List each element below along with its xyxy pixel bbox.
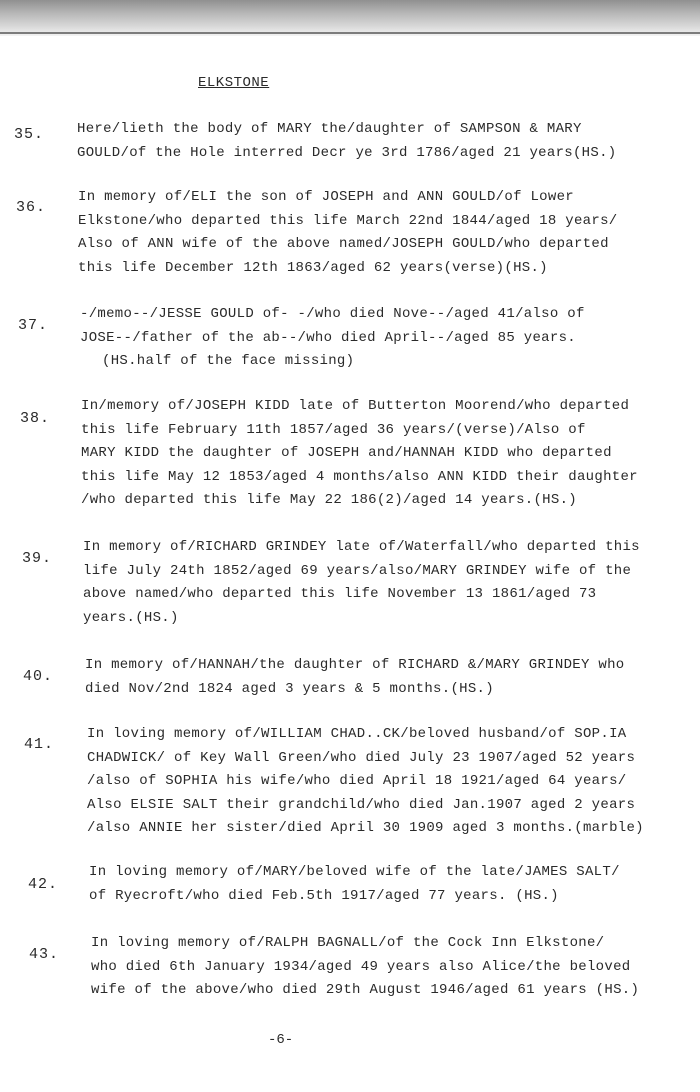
entry-text <box>81 395 638 513</box>
entry-number: 39. <box>22 550 53 567</box>
entry-text <box>85 654 624 701</box>
entry-line: this life December 12th 1863/aged 62 years(verse)(HS.) <box>78 259 548 276</box>
entry-line: Also ELSIE SALT their grandchild/who died Jan.1907 aged 2 years <box>87 796 636 813</box>
entry-number: 43. <box>29 946 60 963</box>
entry-number: 42. <box>28 876 59 893</box>
entry-line: JOSE--/father of the ab--/who died April--/aged 85 years. <box>80 329 576 346</box>
entry-line: CHADWICK/ of Key Wall Green/who died July 23 1907/aged 52 years <box>87 749 636 766</box>
entry-line: In memory of/ELI the son of JOSEPH and ANN GOULD/of Lower <box>78 189 574 205</box>
entry-line: years.(HS.) <box>83 609 179 626</box>
entry-line: In/memory of/JOSEPH KIDD late of Butterton Moorend/who departed <box>81 398 630 414</box>
entry-line: above named/who departed this life November 13 1861/aged 73 <box>83 586 597 602</box>
page-number: -6- <box>268 1032 294 1048</box>
entry-text <box>89 861 620 908</box>
entry-line: Also of ANN wife of the above named/JOSEPH GOULD/who departed <box>78 236 609 252</box>
entry-text <box>87 723 644 841</box>
entry-line: died Nov/2nd 1824 aged 3 years & 5 months.(HS.) <box>85 680 494 697</box>
entry-number: 41. <box>24 736 55 753</box>
entry-line: In loving memory of/WILLIAM CHAD..CK/beloved husband/of SOP.IA <box>87 726 627 742</box>
entry-line: In memory of/HANNAH/the daughter of RICHARD &/MARY GRINDEY who <box>85 657 625 673</box>
entry-line: Elkstone/who departed this life March 22nd 1844/aged 18 years/ <box>78 212 618 229</box>
entry-text <box>91 932 639 1003</box>
page-title: ELKSTONE <box>198 75 270 91</box>
entry-line: /also ANNIE her sister/died April 30 1909 aged 3 months.(marble) <box>87 820 644 836</box>
entry-line: Here/lieth the body of MARY the/daughter of SAMPSON & MARY <box>77 121 582 137</box>
entry-line: /also of SOPHIA his wife/who died April 18 1921/aged 64 years/ <box>87 773 627 789</box>
entry-text <box>83 536 640 630</box>
entry-number: 37. <box>18 317 49 334</box>
entry-line: this life February 11th 1857/aged 36 years/(verse)/Also of <box>81 421 586 438</box>
entry-line: -/memo--/JESSE GOULD of- -/who died Nove--/aged 41/also of <box>80 306 585 322</box>
entry-line: wife of the above/who died 29th August 1946/aged 61 years (HS.) <box>91 982 640 998</box>
entry-text <box>77 118 616 165</box>
entry-number: 36. <box>16 199 47 216</box>
scan-top-edge <box>0 0 700 36</box>
entry-line: who died 6th January 1934/aged 49 years also Alice/the beloved <box>91 958 631 975</box>
entry-number: 35. <box>14 126 45 143</box>
entry-line: In loving memory of/RALPH BAGNALL/of the Cock Inn Elkstone/ <box>91 935 605 951</box>
entry-text <box>80 303 585 374</box>
entry-line: /who departed this life May 22 186(2)/aged 14 years.(HS.) <box>81 492 577 508</box>
entry-line: In loving memory of/MARY/beloved wife of the late/JAMES SALT/ <box>89 864 620 880</box>
entry-number: 40. <box>23 668 54 685</box>
entry-line: this life May 12 1853/aged 4 months/also ANN KIDD their daughter <box>81 468 638 485</box>
entry-line: of Ryecroft/who died Feb.5th 1917/aged 77 years. (HS.) <box>89 887 559 904</box>
entry-line: MARY KIDD the daughter of JOSEPH and/HANNAH KIDD who departed <box>81 445 612 461</box>
entry-line: life July 24th 1852/aged 69 years/also/MARY GRINDEY wife of the <box>83 562 632 579</box>
entry-number: 38. <box>20 410 51 427</box>
entry-line: GOULD/of the Hole interred Decr ye 3rd 1786/aged 21 years(HS.) <box>77 144 617 161</box>
entry-line: In memory of/RICHARD GRINDEY late of/Waterfall/who departed this <box>83 539 640 555</box>
entry-line: (HS.half of the face missing) <box>102 353 355 369</box>
entry-text <box>78 186 617 280</box>
